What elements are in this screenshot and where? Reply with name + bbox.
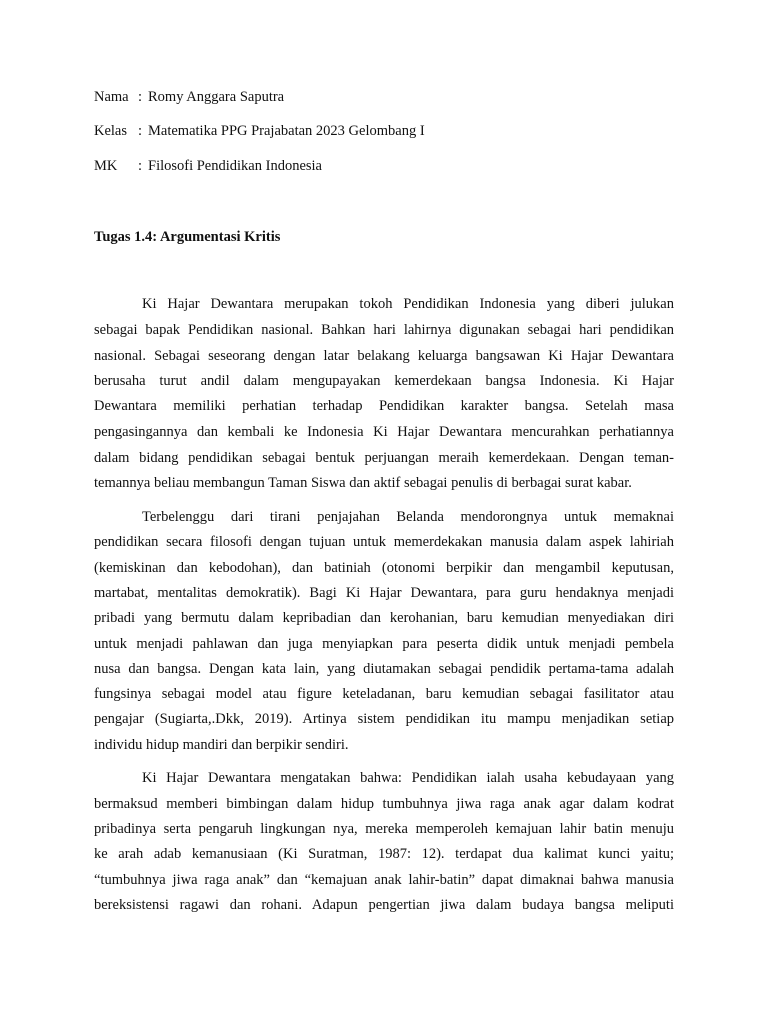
paragraph-line: (kemiskinan dan kebodohan), dan batiniah (otonomi berpikir dan mengambil keputusan, xyxy=(94,560,674,576)
header-row-kelas xyxy=(94,121,425,141)
paragraph-line: untuk menjadi pahlawan dan juga menyiapkan para peserta didik untuk menjadi pembela xyxy=(94,636,674,652)
paragraph-line: individu hidup mandiri dan berpikir sendiri. xyxy=(94,737,349,753)
header-value-course: Filosofi Pendidikan Indonesia xyxy=(148,158,322,174)
paragraph-line: Ki Hajar Dewantara merupakan tokoh Pendidikan Indonesia yang diberi julukan xyxy=(142,296,674,312)
paragraph-line: martabat, mentalitas demokratik). Bagi Ki Hajar Dewantara, para guru hendaknya menjadi xyxy=(94,585,674,601)
header-value-class: Matematika PPG Prajabatan 2023 Gelombang I xyxy=(148,123,425,139)
paragraph-line: bereksistensi ragawi dan rohani. Adapun pengertian jiwa dalam budaya bangsa meliputi xyxy=(94,897,674,913)
header-key: Kelas xyxy=(94,123,128,139)
header-row-nama xyxy=(94,87,284,107)
paragraph-line: berusaha turut andil dalam mengupayakan kemerdekaan bangsa Indonesia. Ki Hajar xyxy=(94,373,674,389)
paragraph-line: nusa dan bangsa. Dengan kata lain, yang diutamakan sebagai pendidik pertama-tama adalah xyxy=(94,661,674,677)
paragraph-line: pendidikan secara filosofi dengan tujuan untuk memerdekakan manusia dalam aspek lahiriah xyxy=(94,534,674,550)
paragraph-line: Dewantara memiliki perhatian terhadap Pendidikan karakter bangsa. Setelah masa xyxy=(94,398,674,414)
header-key: MK xyxy=(94,158,118,174)
assignment-title: Tugas 1.4: Argumentasi Kritis xyxy=(94,229,281,245)
header-value-name: Romy Anggara Saputra xyxy=(148,89,285,105)
header-separator: : xyxy=(138,123,143,139)
paragraph-line: nasional. Sebagai seseorang dengan latar belakang keluarga bangsawan Ki Hajar Dewantara xyxy=(94,348,674,364)
paragraph-line: Ki Hajar Dewantara mengatakan bahwa: Pendidikan ialah usaha kebudayaan yang xyxy=(142,770,674,786)
paragraph-line: Terbelenggu dari tirani penjajahan Belanda mendorongnya untuk memaknai xyxy=(142,509,674,525)
header-separator: : xyxy=(138,158,143,174)
paragraph-line: temannya beliau membangun Taman Siswa dan aktif sebagai penulis di berbagai surat kabar. xyxy=(94,475,632,491)
paragraph-line: pribadinya serta pengaruh lingkungan nya, mereka memperoleh kemajuan lahir batin menuju xyxy=(94,821,674,837)
header-row-mk xyxy=(94,156,322,176)
paragraph-line: pribadi yang bermutu dalam kepribadian dan kerohanian, baru kemudian menyediakan diri xyxy=(94,610,674,626)
paragraph-line: pengajar (Sugiarta,.Dkk, 2019). Artinya sistem pendidikan itu mampu menjadikan setiap xyxy=(94,711,674,727)
paragraph-line: fungsinya sebagai model atau figure keteladanan, baru kemudian sebagai fasilitator atau xyxy=(94,686,674,702)
paragraph-line: “tumbuhnya jiwa raga anak” dan “kemajuan anak lahir-batin” dapat dimaknai bahwa manusia xyxy=(94,872,674,888)
paragraph-line: bermaksud memberi bimbingan dalam hidup tumbuhnya jiwa raga anak agar dalam kodrat xyxy=(94,796,674,812)
paragraph-line: sebagai bapak Pendidikan nasional. Bahkan hari lahirnya digunakan sebagai hari pendidikan xyxy=(94,322,674,338)
header-key: Nama xyxy=(94,89,129,105)
paragraph-line: dalam bidang pendidikan sebagai bentuk perjuangan meraih kemerdekaan. Dengan teman- xyxy=(94,450,674,466)
paragraph-line: ke arah adab kemanusiaan (Ki Suratman, 1987: 12). terdapat dua kalimat kunci yaitu; xyxy=(94,846,674,862)
paragraph-line: pengasingannya dan kembali ke Indonesia Ki Hajar Dewantara mencurahkan perhatiannya xyxy=(94,424,674,440)
header-separator: : xyxy=(138,89,143,105)
